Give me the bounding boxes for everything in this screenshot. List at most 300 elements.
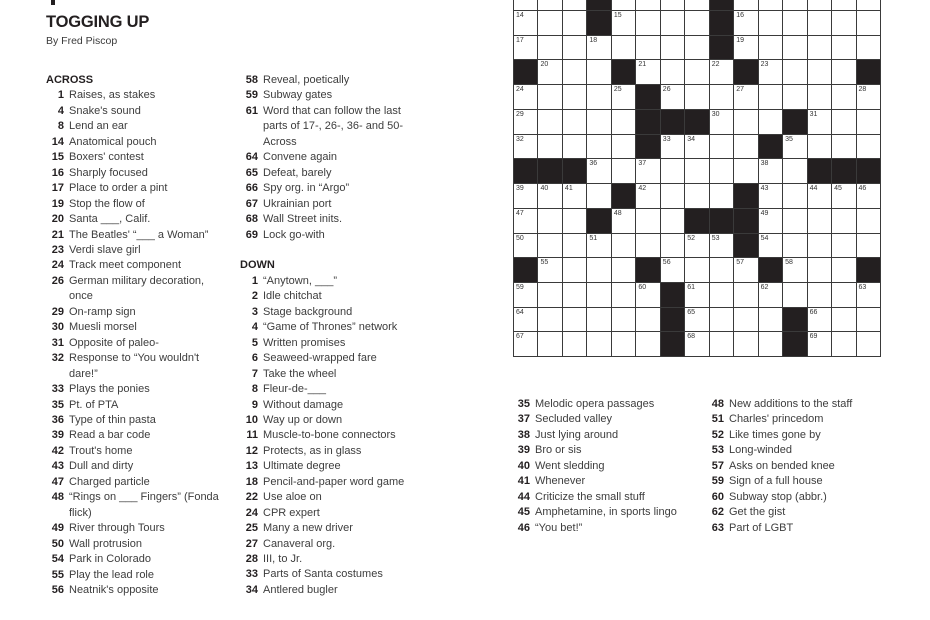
- down-clue[interactable]: [512, 490, 702, 505]
- grid-cell[interactable]: [832, 332, 855, 356]
- grid-cell[interactable]: [808, 110, 831, 134]
- across-clue[interactable]: [46, 583, 226, 598]
- grid-cell[interactable]: [685, 332, 708, 356]
- down-clue[interactable]: [240, 413, 415, 428]
- grid-cell[interactable]: [783, 36, 806, 60]
- grid-cell[interactable]: [538, 283, 561, 307]
- across-clue[interactable]: [46, 104, 226, 119]
- down-clue[interactable]: [240, 336, 415, 351]
- grid-cell[interactable]: [612, 209, 635, 233]
- grid-cell[interactable]: [734, 332, 757, 356]
- clue-number: 38: [517, 428, 530, 441]
- grid-cell[interactable]: [808, 332, 831, 356]
- grid-cell[interactable]: [759, 159, 782, 183]
- across-clue[interactable]: [46, 382, 226, 397]
- grid-cell[interactable]: [857, 209, 880, 233]
- grid-cell[interactable]: [636, 0, 659, 10]
- grid-cell[interactable]: [857, 184, 880, 208]
- down-clue[interactable]: [240, 444, 415, 459]
- grid-cell[interactable]: [734, 0, 757, 10]
- grid-cell[interactable]: [514, 283, 537, 307]
- black-square: [710, 11, 733, 35]
- grid-cell[interactable]: [538, 0, 561, 10]
- grid-cell[interactable]: [759, 85, 782, 109]
- grid-cell[interactable]: [563, 110, 586, 134]
- grid-cell[interactable]: [587, 283, 610, 307]
- grid-cell[interactable]: [636, 11, 659, 35]
- grid-cell[interactable]: [857, 135, 880, 159]
- across-clue[interactable]: [46, 398, 226, 413]
- grid-cell[interactable]: [857, 85, 880, 109]
- grid-cell[interactable]: [538, 209, 561, 233]
- clue-number: 40: [517, 459, 530, 472]
- grid-cell[interactable]: [538, 36, 561, 60]
- crossword-grid[interactable]: [513, 0, 881, 357]
- grid-cell[interactable]: [710, 110, 733, 134]
- down-clue[interactable]: [512, 443, 702, 458]
- grid-cell[interactable]: [734, 85, 757, 109]
- grid-cell[interactable]: [759, 11, 782, 35]
- clue-text: Wall Street inits.: [263, 213, 343, 226]
- grid-cell[interactable]: [612, 0, 635, 10]
- grid-cell[interactable]: [808, 209, 831, 233]
- across-clue[interactable]: [46, 228, 226, 243]
- across-clue[interactable]: [46, 197, 226, 212]
- clue-text: Charles' princedom: [729, 413, 824, 426]
- cell-number: 18: [589, 36, 598, 44]
- cell-number: 19: [736, 36, 744, 44]
- down-clue[interactable]: [240, 289, 415, 304]
- grid-cell[interactable]: [612, 308, 635, 332]
- grid-cell[interactable]: [563, 11, 586, 35]
- grid-cell[interactable]: [612, 110, 635, 134]
- grid-cell[interactable]: [832, 110, 855, 134]
- grid-cell[interactable]: [587, 85, 610, 109]
- grid-cell[interactable]: [808, 308, 831, 332]
- grid-cell[interactable]: [734, 308, 757, 332]
- grid-cell[interactable]: [783, 60, 806, 84]
- clue-text: Get the gist: [729, 506, 786, 519]
- grid-cell[interactable]: [563, 209, 586, 233]
- clue-number: 41: [517, 475, 530, 488]
- down-clue[interactable]: [240, 506, 415, 521]
- grid-cell[interactable]: [514, 85, 537, 109]
- grid-cell[interactable]: [587, 60, 610, 84]
- grid-cell[interactable]: [685, 308, 708, 332]
- grid-cell[interactable]: [538, 308, 561, 332]
- clue-text: On-ramp sign: [69, 305, 136, 318]
- cell-number: 67: [516, 333, 524, 341]
- grid-cell[interactable]: [734, 11, 757, 35]
- grid-cell[interactable]: [636, 36, 659, 60]
- grid-cell[interactable]: [563, 332, 586, 356]
- grid-cell[interactable]: [612, 85, 635, 109]
- grid-cell[interactable]: [587, 36, 610, 60]
- grid-cell[interactable]: [685, 184, 708, 208]
- down-clue[interactable]: [240, 320, 415, 335]
- clue-number: 31: [51, 336, 64, 349]
- clue-text: Use aloe on: [263, 491, 322, 504]
- across-clue[interactable]: [46, 336, 226, 351]
- grid-cell[interactable]: [857, 11, 880, 35]
- across-clue[interactable]: [46, 119, 226, 134]
- grid-cell[interactable]: [587, 258, 610, 282]
- across-clue[interactable]: [240, 104, 415, 150]
- grid-cell[interactable]: [685, 234, 708, 258]
- grid-cell[interactable]: [563, 36, 586, 60]
- down-clue[interactable]: [512, 428, 702, 443]
- grid-cell[interactable]: [636, 159, 659, 183]
- down-clue[interactable]: [240, 398, 415, 413]
- grid-cell[interactable]: [685, 135, 708, 159]
- grid-cell[interactable]: [563, 135, 586, 159]
- across-clue[interactable]: [240, 150, 415, 165]
- down-clue[interactable]: [240, 537, 415, 552]
- grid-cell[interactable]: [514, 11, 537, 35]
- grid-cell[interactable]: [587, 184, 610, 208]
- clue-number: 67: [245, 197, 258, 210]
- grid-cell[interactable]: [759, 36, 782, 60]
- grid-cell[interactable]: [587, 135, 610, 159]
- grid-cell[interactable]: [857, 0, 880, 10]
- down-clue[interactable]: [240, 459, 415, 474]
- grid-cell[interactable]: [808, 36, 831, 60]
- grid-cell[interactable]: [734, 159, 757, 183]
- grid-cell[interactable]: [538, 110, 561, 134]
- clue-number: 4: [251, 321, 258, 334]
- grid-cell[interactable]: [710, 258, 733, 282]
- grid-cell[interactable]: [661, 209, 684, 233]
- grid-cell[interactable]: [832, 85, 855, 109]
- grid-cell[interactable]: [514, 135, 537, 159]
- grid-cell[interactable]: [783, 11, 806, 35]
- grid-cell[interactable]: [538, 135, 561, 159]
- grid-cell[interactable]: [832, 283, 855, 307]
- grid-cell[interactable]: [514, 36, 537, 60]
- grid-cell[interactable]: [514, 234, 537, 258]
- grid-cell[interactable]: [710, 234, 733, 258]
- across-clue[interactable]: [240, 228, 415, 243]
- down-clue[interactable]: [512, 412, 702, 427]
- grid-cell[interactable]: [538, 184, 561, 208]
- grid-cell[interactable]: [563, 0, 586, 10]
- across-clue[interactable]: [46, 351, 226, 382]
- down-clue[interactable]: [512, 459, 702, 474]
- across-clue[interactable]: [46, 212, 226, 227]
- grid-cell[interactable]: [587, 332, 610, 356]
- grid-cell[interactable]: [563, 308, 586, 332]
- grid-cell[interactable]: [808, 258, 831, 282]
- grid-cell[interactable]: [514, 332, 537, 356]
- clue-text: Idle chitchat: [263, 290, 322, 303]
- grid-cell[interactable]: [661, 258, 684, 282]
- grid-cell[interactable]: [661, 184, 684, 208]
- grid-cell[interactable]: [636, 184, 659, 208]
- grid-cell[interactable]: [563, 85, 586, 109]
- grid-cell[interactable]: [808, 135, 831, 159]
- grid-cell[interactable]: [710, 308, 733, 332]
- grid-cell[interactable]: [661, 60, 684, 84]
- grid-cell[interactable]: [636, 234, 659, 258]
- across-clue[interactable]: [46, 537, 226, 552]
- down-clue[interactable]: [240, 367, 415, 382]
- down-clue[interactable]: [512, 521, 702, 536]
- grid-cell[interactable]: [857, 283, 880, 307]
- clue-number: 37: [517, 413, 530, 426]
- grid-cell[interactable]: [612, 159, 635, 183]
- grid-cell[interactable]: [538, 60, 561, 84]
- grid-cell[interactable]: [710, 184, 733, 208]
- across-clue[interactable]: [46, 274, 226, 305]
- across-clue[interactable]: [240, 73, 415, 88]
- down-clue[interactable]: [240, 567, 415, 582]
- across-clue[interactable]: [46, 88, 226, 103]
- grid-cell[interactable]: [685, 159, 708, 183]
- clue-text: Wall protrusion: [69, 537, 142, 550]
- grid-cell[interactable]: [759, 234, 782, 258]
- grid-cell[interactable]: [783, 209, 806, 233]
- grid-cell[interactable]: [661, 234, 684, 258]
- across-clue[interactable]: [46, 475, 226, 490]
- down-clue[interactable]: [240, 382, 415, 397]
- across-clue[interactable]: [46, 181, 226, 196]
- grid-cell[interactable]: [538, 11, 561, 35]
- down-clue[interactable]: [240, 428, 415, 443]
- grid-cell[interactable]: [832, 36, 855, 60]
- grid-cell[interactable]: [832, 135, 855, 159]
- grid-cell[interactable]: [759, 60, 782, 84]
- grid-cell[interactable]: [612, 283, 635, 307]
- down-clue-list-part2: [512, 397, 702, 536]
- down-clue[interactable]: [706, 428, 896, 443]
- down-clue[interactable]: [706, 397, 896, 412]
- grid-cell[interactable]: [783, 135, 806, 159]
- across-clue[interactable]: [46, 150, 226, 165]
- grid-cell[interactable]: [636, 283, 659, 307]
- grid-cell[interactable]: [832, 209, 855, 233]
- across-clue[interactable]: [240, 212, 415, 227]
- down-clue[interactable]: [706, 443, 896, 458]
- grid-cell[interactable]: [685, 0, 708, 10]
- grid-cell[interactable]: [587, 110, 610, 134]
- across-clue[interactable]: [46, 521, 226, 536]
- grid-cell[interactable]: [612, 234, 635, 258]
- grid-cell[interactable]: [514, 184, 537, 208]
- grid-cell[interactable]: [538, 332, 561, 356]
- down-clue[interactable]: [240, 475, 415, 490]
- across-clue[interactable]: [46, 490, 226, 521]
- grid-cell[interactable]: [759, 308, 782, 332]
- grid-cell[interactable]: [710, 60, 733, 84]
- down-clue[interactable]: [512, 397, 702, 412]
- down-clue[interactable]: [512, 474, 702, 489]
- grid-cell[interactable]: [857, 110, 880, 134]
- grid-cell[interactable]: [538, 85, 561, 109]
- grid-cell[interactable]: [612, 258, 635, 282]
- down-clue[interactable]: [240, 521, 415, 536]
- grid-cell[interactable]: [734, 258, 757, 282]
- grid-cell[interactable]: [734, 110, 757, 134]
- down-clue[interactable]: [706, 490, 896, 505]
- across-clue[interactable]: [46, 135, 226, 150]
- grid-cell[interactable]: [685, 11, 708, 35]
- grid-cell[interactable]: [612, 135, 635, 159]
- grid-cell[interactable]: [808, 11, 831, 35]
- grid-cell[interactable]: [783, 283, 806, 307]
- grid-cell[interactable]: [857, 332, 880, 356]
- down-clue[interactable]: [706, 474, 896, 489]
- grid-cell[interactable]: [685, 283, 708, 307]
- grid-cell[interactable]: [808, 234, 831, 258]
- clue-text: Many a new driver: [263, 522, 353, 535]
- grid-cell[interactable]: [759, 184, 782, 208]
- grid-cell[interactable]: [857, 234, 880, 258]
- grid-cell[interactable]: [783, 184, 806, 208]
- grid-cell[interactable]: [808, 60, 831, 84]
- grid-cell[interactable]: [832, 184, 855, 208]
- grid-cell[interactable]: [710, 283, 733, 307]
- grid-cell[interactable]: [734, 135, 757, 159]
- down-clue[interactable]: [240, 490, 415, 505]
- grid-cell[interactable]: [710, 135, 733, 159]
- grid-cell[interactable]: [783, 85, 806, 109]
- black-square: [808, 159, 831, 183]
- across-clue[interactable]: [46, 258, 226, 273]
- grid-cell[interactable]: [734, 283, 757, 307]
- grid-cell[interactable]: [759, 110, 782, 134]
- grid-cell[interactable]: [661, 11, 684, 35]
- clue-number: 51: [711, 413, 724, 426]
- grid-cell[interactable]: [832, 0, 855, 10]
- grid-cell[interactable]: [514, 0, 537, 10]
- grid-cell[interactable]: [587, 234, 610, 258]
- down-clue[interactable]: [706, 412, 896, 427]
- grid-cell[interactable]: [710, 332, 733, 356]
- grid-cell[interactable]: [612, 11, 635, 35]
- grid-cell[interactable]: [636, 60, 659, 84]
- grid-cell[interactable]: [514, 308, 537, 332]
- across-clue[interactable]: [46, 444, 226, 459]
- clue-number: 16: [51, 166, 64, 179]
- grid-cell[interactable]: [857, 36, 880, 60]
- grid-cell[interactable]: [538, 234, 561, 258]
- black-square: [636, 135, 659, 159]
- across-clue[interactable]: [46, 428, 226, 443]
- grid-cell[interactable]: [832, 258, 855, 282]
- grid-cell[interactable]: [514, 209, 537, 233]
- down-clue[interactable]: [706, 505, 896, 520]
- clue-text: “You bet!”: [535, 521, 583, 534]
- across-clue[interactable]: [240, 166, 415, 181]
- down-clue[interactable]: [240, 274, 415, 289]
- across-header: ACROSS: [46, 74, 94, 86]
- grid-cell[interactable]: [563, 184, 586, 208]
- down-clue[interactable]: [706, 459, 896, 474]
- grid-cell[interactable]: [636, 308, 659, 332]
- grid-cell[interactable]: [636, 332, 659, 356]
- grid-cell[interactable]: [783, 159, 806, 183]
- grid-cell[interactable]: [587, 159, 610, 183]
- grid-cell[interactable]: [808, 184, 831, 208]
- grid-cell[interactable]: [759, 283, 782, 307]
- grid-cell[interactable]: [783, 234, 806, 258]
- grid-cell[interactable]: [587, 308, 610, 332]
- grid-cell[interactable]: [685, 36, 708, 60]
- grid-cell[interactable]: [661, 85, 684, 109]
- clue-number: 39: [517, 444, 530, 457]
- grid-cell[interactable]: [563, 234, 586, 258]
- down-clue[interactable]: [240, 351, 415, 366]
- clue-number: 63: [711, 521, 724, 534]
- grid-cell[interactable]: [612, 332, 635, 356]
- grid-cell[interactable]: [661, 135, 684, 159]
- grid-cell[interactable]: [808, 0, 831, 10]
- clue-number: 15: [51, 151, 64, 164]
- grid-cell[interactable]: [685, 85, 708, 109]
- clue-text: Snake's sound: [69, 104, 141, 117]
- grid-cell[interactable]: [759, 209, 782, 233]
- grid-cell[interactable]: [636, 209, 659, 233]
- across-clue[interactable]: [46, 166, 226, 181]
- grid-cell[interactable]: [710, 159, 733, 183]
- grid-cell[interactable]: [759, 332, 782, 356]
- grid-cell[interactable]: [832, 60, 855, 84]
- down-clue[interactable]: [240, 583, 415, 598]
- clue-text: Without damage: [263, 398, 344, 411]
- grid-cell[interactable]: [563, 60, 586, 84]
- across-clue[interactable]: [46, 243, 226, 258]
- across-clue[interactable]: [240, 181, 415, 196]
- grid-cell[interactable]: [808, 283, 831, 307]
- grid-cell[interactable]: [783, 0, 806, 10]
- grid-cell[interactable]: [832, 11, 855, 35]
- clue-text: Lock go-with: [263, 228, 325, 241]
- grid-cell[interactable]: [808, 85, 831, 109]
- grid-cell[interactable]: [685, 60, 708, 84]
- grid-cell[interactable]: [734, 36, 757, 60]
- grid-cell[interactable]: [759, 0, 782, 10]
- grid-cell[interactable]: [612, 36, 635, 60]
- grid-cell[interactable]: [832, 234, 855, 258]
- across-clue[interactable]: [240, 197, 415, 212]
- down-clue[interactable]: [706, 521, 896, 536]
- across-clue[interactable]: [46, 568, 226, 583]
- grid-cell[interactable]: [661, 0, 684, 10]
- down-clue[interactable]: [512, 505, 702, 520]
- grid-cell[interactable]: [710, 85, 733, 109]
- grid-cell[interactable]: [661, 36, 684, 60]
- across-clue[interactable]: [240, 88, 415, 103]
- grid-cell[interactable]: [514, 110, 537, 134]
- grid-cell[interactable]: [685, 258, 708, 282]
- across-clue[interactable]: [46, 459, 226, 474]
- grid-cell[interactable]: [538, 258, 561, 282]
- across-clue[interactable]: [46, 413, 226, 428]
- across-clue[interactable]: [46, 320, 226, 335]
- grid-cell[interactable]: [661, 159, 684, 183]
- grid-cell[interactable]: [832, 308, 855, 332]
- clue-text: Protects, as in glass: [263, 444, 362, 457]
- grid-cell[interactable]: [563, 258, 586, 282]
- down-clue[interactable]: [240, 305, 415, 320]
- grid-cell[interactable]: [857, 308, 880, 332]
- across-clue[interactable]: [46, 552, 226, 567]
- grid-cell[interactable]: [783, 258, 806, 282]
- clue-number: 34: [245, 583, 258, 596]
- across-clue[interactable]: [46, 305, 226, 320]
- grid-cell[interactable]: [563, 283, 586, 307]
- down-clue[interactable]: [240, 552, 415, 567]
